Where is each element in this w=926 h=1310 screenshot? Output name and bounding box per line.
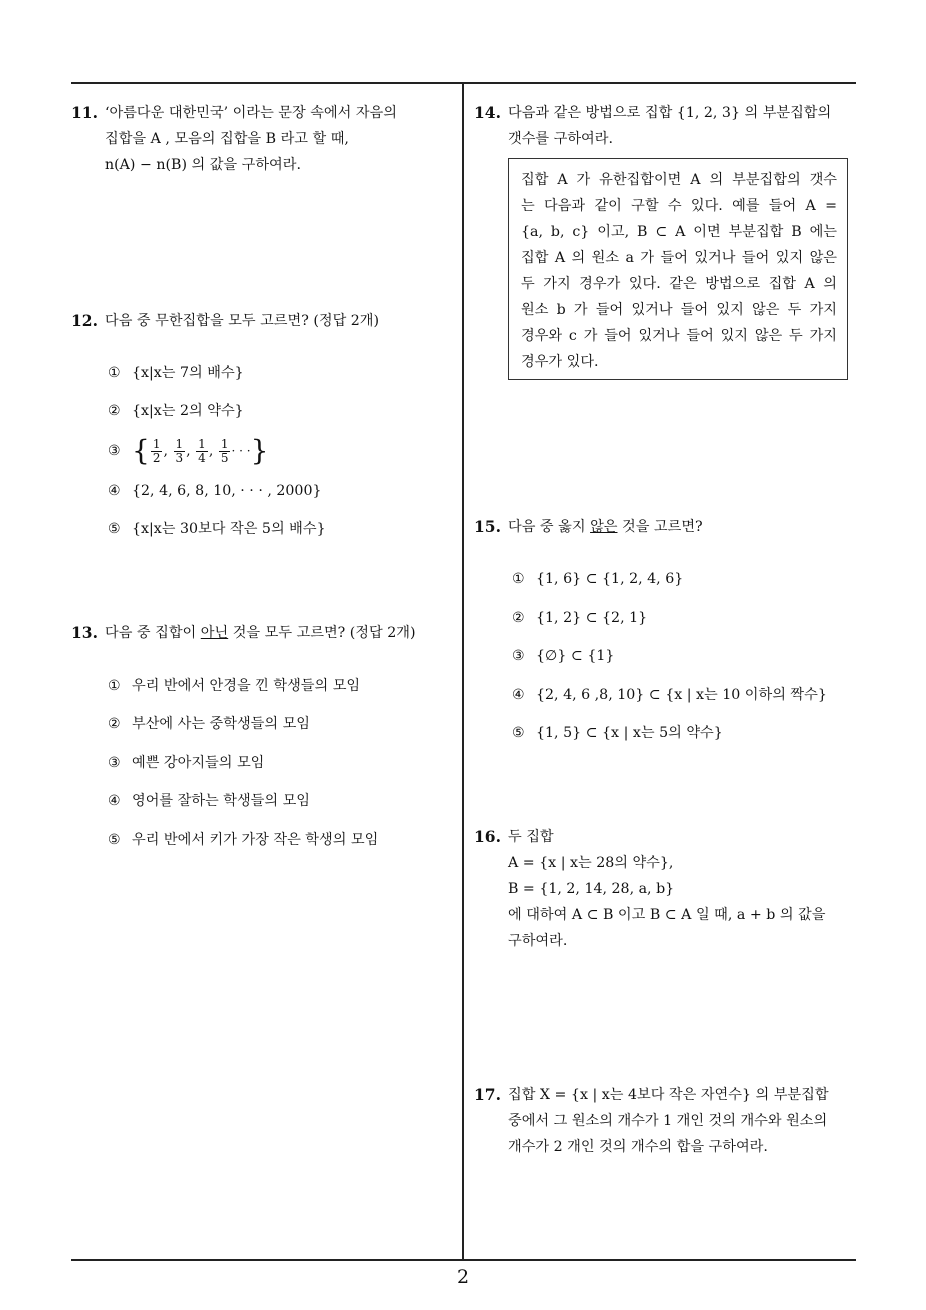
hint-line: 경우가 있다.	[521, 354, 599, 370]
option-5	[108, 519, 326, 539]
option-text: {1, 6} ⊂ {1, 2, 4, 6}	[536, 571, 684, 587]
question-number: 12.	[71, 311, 98, 330]
option-1	[512, 569, 683, 589]
open-brace: {	[132, 434, 150, 467]
question-text-line: 구하여라.	[508, 933, 568, 949]
text-part: 것을 모두 고르면? (정답 2개)	[228, 625, 416, 641]
question-text	[474, 514, 859, 540]
denominator: 2	[152, 450, 161, 465]
close-brace: }	[250, 434, 269, 467]
separator: ,	[186, 443, 191, 459]
question-text-line: A = {x | x는 28의 약수},	[508, 855, 674, 871]
question-text-line: 집합 X = {x | x는 4보다 작은 자연수} 의 부분집합	[508, 1087, 829, 1103]
hint-line: 원소 b 가 들어 있거나 들어 있지 않은 두 가지	[521, 302, 837, 318]
question-text-line: ‘아름다운 대한민국’ 이라는 문장 속에서 자음의	[105, 105, 397, 121]
option-text: 영어를 잘하는 학생들의 모임	[132, 793, 310, 809]
option-text: {1, 5} ⊂ {x | x는 5의 약수}	[536, 725, 723, 741]
hint-line: 집합 A 의 원소 a 가 들어 있거나 들어 있지 않은	[521, 250, 837, 266]
question-number: 11.	[71, 103, 98, 122]
text-part: 것을 고르면?	[617, 519, 703, 535]
fraction	[174, 438, 186, 465]
option-text: 우리 반에서 안경을 낀 학생들의 모임	[132, 678, 361, 694]
option-text: {x|x는 7의 배수}	[132, 365, 244, 381]
option-mark: ②	[108, 716, 121, 732]
top-rule	[71, 82, 856, 84]
option-mark: ⑤	[108, 832, 121, 848]
question-text	[71, 620, 456, 646]
option-1	[108, 363, 244, 383]
option-mark: ①	[108, 365, 121, 381]
option-mark: ④	[108, 793, 121, 809]
option-2	[108, 714, 310, 734]
text-part: 다음 중 옳지	[508, 519, 591, 535]
numerator: 1	[152, 436, 161, 451]
option-mark: ④	[512, 687, 525, 703]
question-15	[474, 514, 859, 540]
option-mark: ①	[512, 571, 525, 587]
hint-box	[508, 158, 848, 380]
option-4	[108, 481, 322, 501]
option-text: {∅} ⊂ {1}	[536, 648, 615, 664]
option-3	[108, 432, 268, 470]
question-text-line: 집합을 A , 모음의 집합을 B 라고 할 때,	[105, 131, 349, 147]
question-text-line: 개수가 2 개인 것의 개수의 합을 구하여라.	[508, 1139, 768, 1155]
question-14	[474, 100, 859, 152]
option-text: 예쁜 강아지들의 모임	[132, 755, 265, 771]
hint-line: 집합 A 가 유한집합이면 A 의 부분집합의 갯수	[521, 172, 837, 188]
option-4	[512, 685, 827, 705]
option-mark: ⑤	[512, 725, 525, 741]
fraction	[196, 438, 208, 465]
option-text: {1, 2} ⊂ {2, 1}	[536, 610, 648, 626]
hint-line: 는 다음과 같이 구할 수 있다. 예를 들어 A =	[521, 198, 837, 214]
option-text: {2, 4, 6, 8, 10, · · · , 2000}	[132, 483, 322, 499]
bottom-rule	[71, 1259, 856, 1261]
question-text-line: 중에서 그 원소의 개수가 1 개인 것의 개수와 원소의	[508, 1113, 828, 1129]
underlined-word: 않은	[590, 519, 618, 535]
hint-line: 경우와 c 가 들어 있거나 들어 있지 않은 두 가지	[521, 328, 837, 344]
option-2	[512, 608, 647, 628]
question-number: 17.	[474, 1085, 501, 1104]
option-mark: ①	[108, 678, 121, 694]
option-4	[108, 791, 310, 811]
question-text-line: 두 집합	[508, 829, 554, 845]
option-mark: ②	[512, 610, 525, 626]
option-mark: ⑤	[108, 521, 121, 537]
column-divider	[462, 83, 464, 1259]
question-text: 다음 중 무한집합을 모두 고르면? (정답 2개)	[105, 313, 380, 329]
option-mark: ③	[108, 443, 121, 459]
question-12	[71, 308, 451, 334]
hint-line: {a, b, c} 이고, B ⊂ A 이면 부분집합 B 에는	[521, 224, 837, 240]
option-mark: ③	[512, 648, 525, 664]
question-number: 16.	[474, 827, 501, 846]
numerator: 1	[198, 436, 206, 451]
underlined-word: 아닌	[200, 625, 229, 641]
fraction	[151, 438, 163, 465]
separator: ,	[163, 443, 168, 459]
option-3	[108, 753, 264, 773]
denominator: 5	[220, 450, 229, 465]
option-text: 부산에 사는 중학생들의 모임	[132, 716, 310, 732]
option-text: {x|x는 30보다 작은 5의 배수}	[132, 521, 326, 537]
question-text-line: 에 대하여 A ⊂ B 이고 B ⊂ A 일 때, a + b 의 값을	[508, 907, 826, 923]
question-text-line: B = {1, 2, 14, 28, a, b}	[508, 881, 675, 897]
question-number: 14.	[474, 103, 501, 122]
question-text-line: 갯수를 구하여라.	[508, 131, 613, 147]
denominator: 3	[175, 450, 184, 465]
separator: ,	[208, 443, 214, 459]
option-3	[512, 646, 614, 666]
question-13	[71, 620, 456, 646]
numerator: 1	[220, 436, 229, 451]
option-mark: ④	[108, 483, 121, 499]
ellipsis: · · ·	[231, 444, 251, 458]
question-number: 13.	[71, 623, 98, 642]
option-text: 우리 반에서 키가 가장 작은 학생의 모임	[132, 832, 379, 848]
hint-line: 두 가지 경우가 있다. 같은 방법으로 집합 A 의	[521, 276, 837, 292]
option-mark: ②	[108, 403, 121, 419]
question-16	[474, 824, 859, 954]
question-11	[71, 100, 451, 178]
option-5	[108, 830, 378, 850]
page-number: 2	[456, 1266, 470, 1288]
option-text: {x|x는 2의 약수}	[132, 403, 244, 419]
option-1	[108, 676, 360, 696]
numerator: 1	[175, 436, 184, 451]
question-number: 15.	[474, 517, 501, 536]
text-part: 다음 중 집합이	[105, 625, 201, 641]
question-17	[474, 1082, 859, 1160]
option-2	[108, 401, 244, 421]
option-text: {2, 4, 6 ,8, 10} ⊂ {x | x는 10 이하의 짝수}	[536, 687, 827, 703]
question-text-line: 다음과 같은 방법으로 집합 {1, 2, 3} 의 부분집합의	[508, 105, 832, 121]
option-mark: ③	[108, 755, 121, 771]
denominator: 4	[198, 450, 206, 465]
option-5	[512, 723, 723, 743]
question-text-line: n(A) − n(B) 의 값을 구하여라.	[105, 157, 301, 173]
fraction	[219, 438, 231, 465]
